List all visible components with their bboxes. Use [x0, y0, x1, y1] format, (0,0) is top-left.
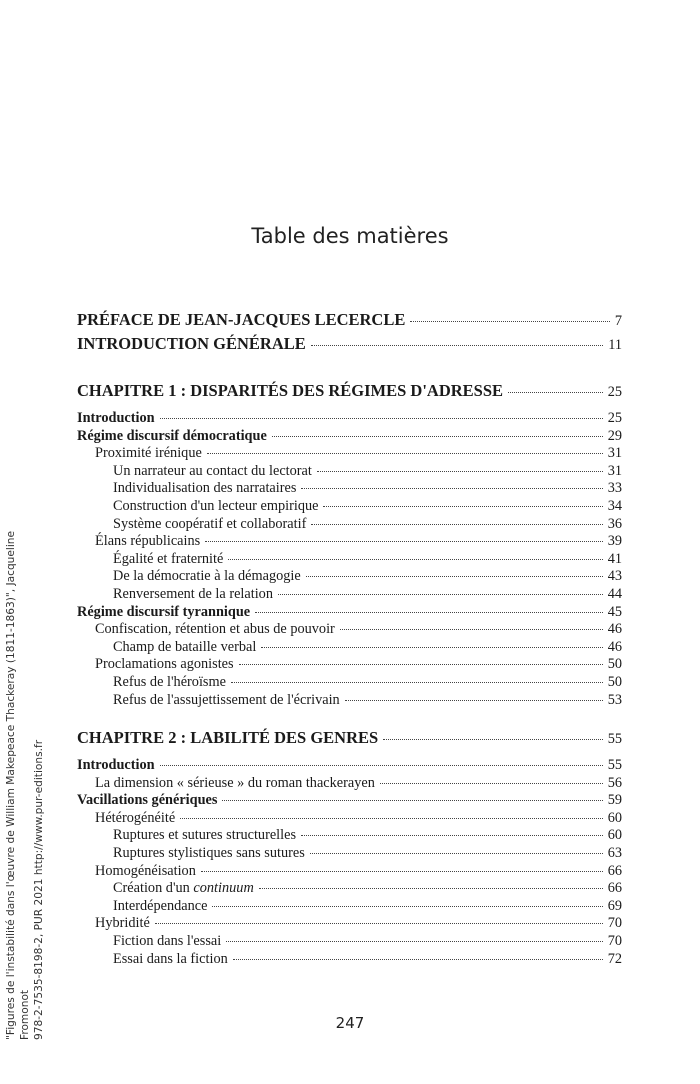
dot-leader — [383, 739, 603, 740]
dot-leader — [239, 664, 603, 665]
toc-entry[interactable] — [77, 410, 622, 428]
toc-label: Homogénéisation — [95, 862, 196, 879]
dot-leader — [212, 906, 602, 907]
toc-page: 31 — [607, 462, 622, 479]
toc-label: Introduction — [77, 410, 155, 426]
toc-page: 70 — [607, 915, 622, 932]
toc-label-text: Création d'un — [113, 880, 190, 897]
toc-page: 56 — [607, 774, 622, 791]
toc-page: 60 — [607, 827, 622, 844]
toc-label: Confiscation, rétention et abus de pouvoir — [95, 621, 335, 638]
dot-leader — [272, 436, 603, 437]
dot-leader — [301, 488, 602, 489]
toc-label: Refus de l'héroïsme — [113, 673, 226, 690]
toc-label: Un narrateur au contact du lectorat — [113, 462, 312, 479]
side-note-line-1: "Figures de l'instabilité dans l'œuvre de William Makepeace Thackeray (1811-1863)", Jacqueline Fromonot — [5, 530, 31, 1040]
dot-leader — [155, 923, 603, 924]
toc-entry[interactable] — [77, 498, 622, 516]
toc-entry[interactable] — [77, 863, 622, 881]
dot-leader — [310, 853, 603, 854]
toc-label: Ruptures et sutures structurelles — [113, 827, 297, 844]
toc-entry[interactable] — [77, 445, 622, 463]
toc-label: Proclamations agonistes — [95, 656, 234, 673]
toc-page: 25 — [607, 384, 622, 400]
toc-label: Introduction — [77, 757, 155, 774]
toc-entry-chapitre-2[interactable] — [77, 726, 622, 750]
toc-label: Essai dans la fiction — [113, 950, 228, 967]
toc-entry[interactable] — [77, 951, 622, 969]
dot-leader — [508, 392, 603, 393]
dot-leader — [380, 783, 603, 784]
toc-page: 66 — [607, 862, 622, 879]
toc-label: Ruptures stylistiques sans sutures — [113, 845, 305, 862]
dot-leader — [160, 418, 603, 419]
toc-label: Individualisation des narrataires — [113, 480, 297, 497]
toc-page: 31 — [607, 445, 622, 462]
toc-label: Proximité irénique — [95, 445, 202, 462]
toc-page: 55 — [607, 757, 622, 774]
toc-entry[interactable] — [77, 428, 622, 446]
side-copyright-note — [4, 480, 46, 1040]
dot-leader — [255, 612, 603, 613]
toc-page: 46 — [607, 621, 622, 638]
toc-label: INTRODUCTION GÉNÉRALE — [77, 334, 306, 353]
toc-label: Champ de bataille verbal — [113, 638, 257, 655]
table-of-contents — [77, 308, 622, 968]
toc-label: Fiction dans l'essai — [113, 933, 222, 950]
toc-page: 69 — [607, 897, 622, 914]
toc-entry[interactable] — [77, 621, 622, 639]
toc-entry[interactable] — [77, 604, 622, 622]
toc-entry[interactable] — [77, 639, 622, 657]
page-title: Table des matières — [251, 224, 449, 248]
toc-entry[interactable] — [77, 516, 622, 534]
toc-entry[interactable] — [77, 792, 622, 810]
toc-page: 50 — [607, 673, 622, 690]
toc-entry[interactable] — [77, 827, 622, 845]
toc-page: 46 — [607, 638, 622, 655]
toc-entry[interactable] — [77, 810, 622, 828]
toc-page: 60 — [607, 809, 622, 826]
dot-leader — [311, 524, 602, 525]
toc-page: 72 — [607, 950, 622, 967]
toc-label — [113, 880, 254, 898]
toc-entry-introduction-generale[interactable] — [77, 332, 622, 356]
toc-label: Élans républicains — [95, 533, 201, 550]
toc-entry[interactable] — [77, 933, 622, 951]
dot-leader — [207, 453, 603, 454]
toc-entry-chapitre-1[interactable] — [77, 379, 622, 403]
toc-page: 55 — [607, 731, 622, 748]
toc-entry[interactable] — [77, 674, 622, 692]
toc-page: 11 — [608, 337, 622, 353]
toc-entry[interactable] — [77, 915, 622, 933]
dot-leader — [301, 835, 603, 836]
dot-leader — [201, 871, 603, 872]
toc-page: 25 — [607, 410, 622, 426]
dot-leader — [205, 541, 602, 542]
toc-entry[interactable] — [77, 568, 622, 586]
dot-leader — [278, 594, 603, 595]
dot-leader — [317, 471, 603, 472]
toc-label-italic: continuum — [193, 880, 254, 897]
toc-entry[interactable] — [77, 656, 622, 674]
toc-page: 36 — [607, 515, 622, 532]
page-number: 247 — [335, 1014, 365, 1032]
toc-label: PRÉFACE DE JEAN-JACQUES LECERCLE — [77, 310, 406, 329]
toc-page: 43 — [607, 568, 622, 585]
toc-entry-preface[interactable] — [77, 308, 622, 332]
dot-leader — [228, 559, 602, 560]
dot-leader — [231, 682, 603, 683]
toc-page: 44 — [607, 585, 622, 602]
side-note-line-2: 978-2-7535-8198-2, PUR 2021 http://www.pur-editions.fr — [33, 739, 45, 1040]
toc-entry[interactable] — [77, 898, 622, 916]
dot-leader — [311, 345, 603, 346]
toc-label: Interdépendance — [113, 897, 208, 914]
toc-entry[interactable] — [77, 757, 622, 775]
dot-leader — [261, 647, 602, 648]
dot-leader — [222, 800, 602, 801]
toc-label: CHAPITRE 1 : DISPARITÉS DES RÉGIMES D'ADRESSE — [77, 381, 504, 400]
toc-entry[interactable] — [77, 692, 622, 710]
toc-page: 34 — [607, 497, 622, 514]
toc-label: Régime discursif démocratique — [77, 427, 267, 444]
dot-leader — [410, 321, 609, 322]
toc-page: 41 — [607, 550, 622, 567]
toc-entry[interactable] — [77, 463, 622, 481]
toc-page: 39 — [607, 533, 622, 550]
toc-label: CHAPITRE 2 : LABILITÉ DES GENRES — [77, 728, 379, 748]
toc-page: 59 — [607, 792, 622, 809]
toc-label: Égalité et fraternité — [113, 550, 224, 567]
toc-page: 45 — [607, 603, 622, 620]
dot-leader — [180, 818, 603, 819]
toc-label: Renversement de la relation — [113, 585, 273, 602]
dot-leader — [345, 700, 603, 701]
dot-leader — [226, 941, 602, 942]
toc-entry[interactable] — [77, 775, 622, 793]
dot-leader — [323, 506, 602, 507]
toc-label: Régime discursif tyrannique — [77, 603, 251, 620]
toc-label: Système coopératif et collaboratif — [113, 515, 307, 532]
toc-page: 33 — [607, 480, 622, 497]
toc-entry[interactable] — [77, 880, 622, 898]
toc-label: La dimension « sérieuse » du roman thackerayen — [95, 774, 375, 791]
toc-page: 50 — [607, 656, 622, 673]
toc-label: Vacillations génériques — [77, 792, 218, 809]
dot-leader — [259, 888, 603, 889]
dot-leader — [340, 629, 603, 630]
dot-leader — [160, 765, 603, 766]
toc-label: Hybridité — [95, 915, 150, 932]
toc-page: 66 — [607, 880, 622, 897]
toc-entry[interactable] — [77, 533, 622, 551]
dot-leader — [306, 576, 603, 577]
toc-page: 70 — [607, 933, 622, 950]
toc-page: 53 — [607, 691, 622, 708]
toc-label: Construction d'un lecteur empirique — [113, 497, 319, 514]
toc-entry[interactable] — [77, 551, 622, 569]
toc-entry[interactable] — [77, 586, 622, 604]
toc-page: 29 — [607, 427, 622, 444]
dot-leader — [233, 959, 603, 960]
toc-label: De la démocratie à la démagogie — [113, 568, 301, 585]
toc-entry[interactable] — [77, 480, 622, 498]
toc-page: 7 — [614, 313, 622, 329]
toc-entry[interactable] — [77, 845, 622, 863]
toc-label: Hétérogénéité — [95, 809, 176, 826]
toc-page: 63 — [607, 845, 622, 862]
toc-label: Refus de l'assujettissement de l'écrivain — [113, 691, 340, 708]
